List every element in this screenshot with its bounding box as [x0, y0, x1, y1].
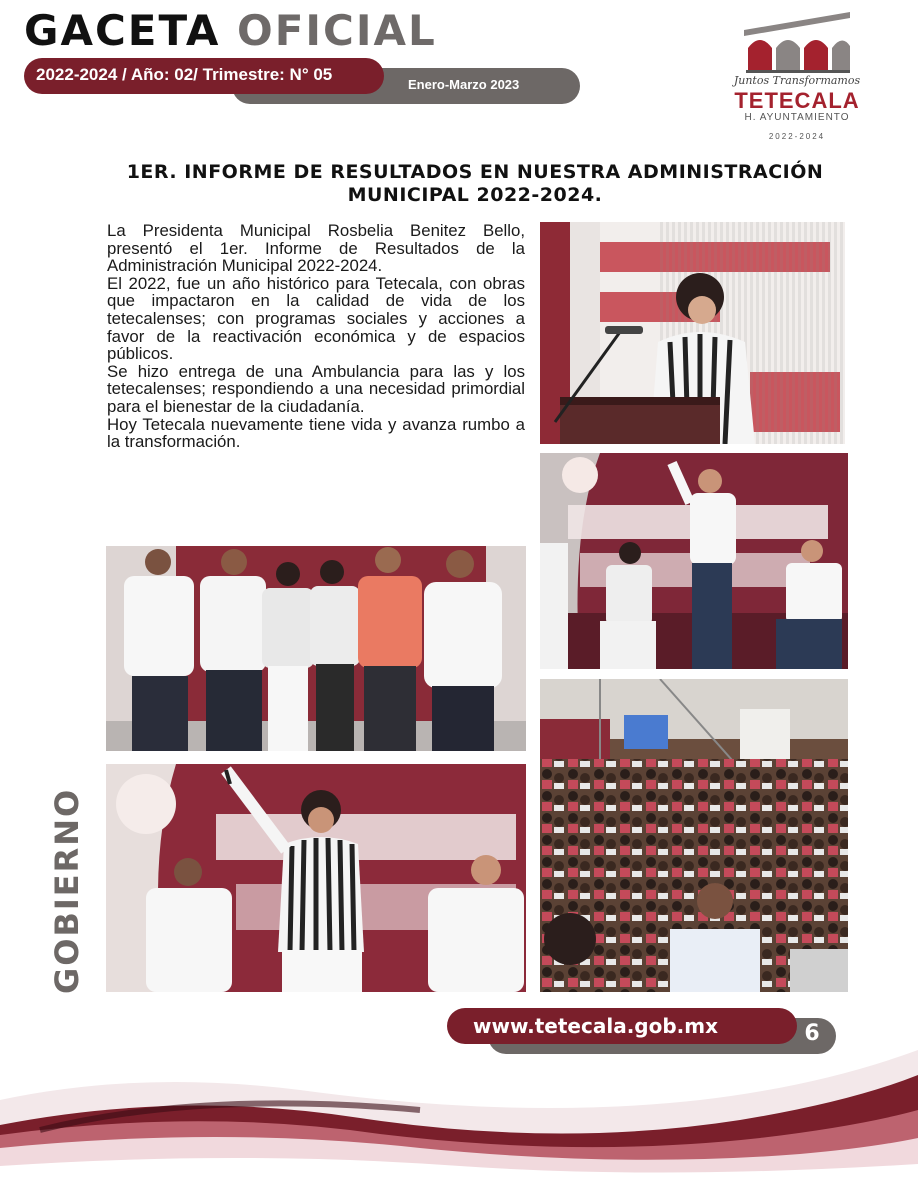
title-part-gaceta: GACETA — [24, 6, 221, 55]
photo-waving-applause — [106, 764, 526, 992]
logo-name: TETECALA — [734, 88, 860, 113]
photo-speaker-podium — [540, 222, 845, 444]
website-badge[interactable] — [447, 1008, 797, 1044]
arches-building-icon — [692, 8, 902, 74]
gazette-title — [24, 6, 437, 56]
page-number: 6 — [804, 1021, 820, 1046]
website-link[interactable]: www.tetecala.gob.mx — [473, 1014, 719, 1038]
article-paragraph: El 2022, fue un año histórico para Tetecala, con obras que impactaron en la calidad de vida de los tetecalenses; con programas sociales y acciones a favor de la reactivación económica y de espacios públicos. — [107, 273, 525, 364]
period-label: Enero-Marzo 2023 — [408, 77, 520, 92]
article-paragraph: La Presidenta Municipal Rosbelia Benitez Bello, presentó el 1er. Informe de Resultados de la Administración Municipal 2022-2024. — [107, 221, 525, 276]
section-label: GOBIERNO — [48, 787, 86, 994]
article-paragraph: Se hizo entrega de una Ambulancia para las y los tetecalenses; respondiendo a una necesidad primordial para el bienestar de la ciudadanía. — [107, 361, 525, 416]
edition-label: 2022-2024 / Año: 02/ Trimestre: N° 05 — [36, 65, 333, 84]
photo-stage-waving — [540, 453, 848, 669]
logo-tagline: Juntos Transformamos — [733, 74, 861, 87]
title-part-oficial: OFICIAL — [237, 6, 437, 55]
photo-group-portrait — [106, 546, 526, 751]
logo-years: 2022-2024 — [768, 132, 826, 141]
article-paragraph: Hoy Tetecala nuevamente tiene vida y avanza rumbo a la transformación. — [107, 414, 525, 452]
tetecala-logo — [692, 8, 902, 140]
article-body — [107, 222, 525, 451]
edition-badge — [24, 58, 384, 94]
photo-audience-crowd — [540, 679, 848, 992]
article-headline: 1ER. INFORME DE RESULTADOS EN NUESTRA ADMINISTRACIÓN MUNICIPAL 2022-2024. — [126, 161, 824, 206]
logo-subtitle: H. AYUNTAMIENTO — [744, 112, 850, 123]
